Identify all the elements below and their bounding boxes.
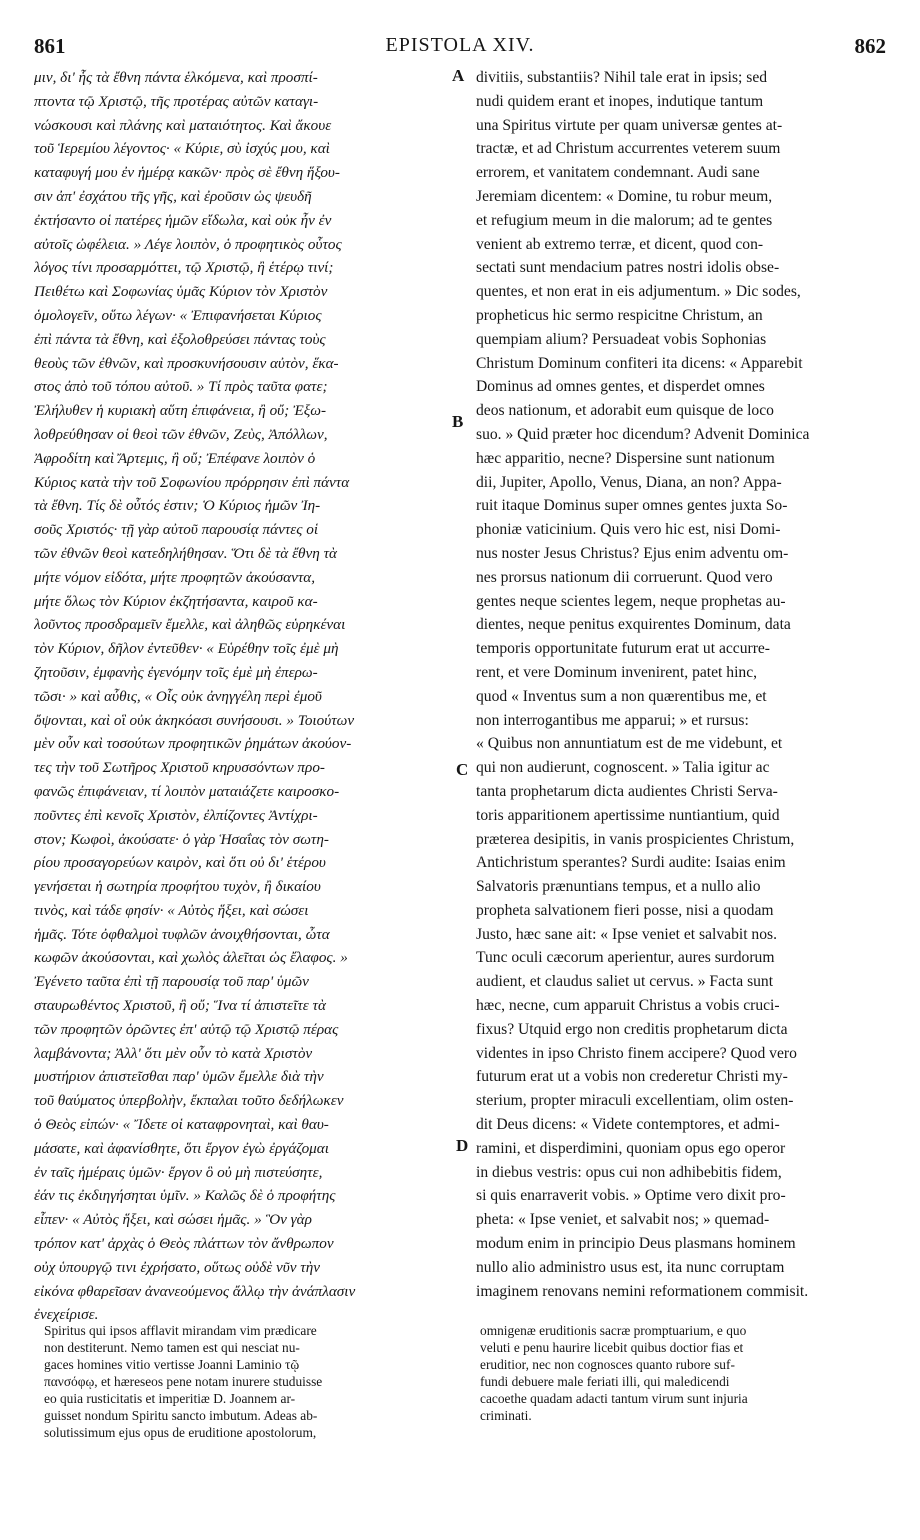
latin-text-line: et refugium meum in die malorum; ad te gentes (476, 211, 773, 229)
footnote-line: cacoethe quadam adacti tantum virum sunt injuria (480, 1391, 748, 1406)
latin-text-line: hæc apparitio, necne? Dispersine sunt nationum (476, 449, 775, 467)
greek-text-line: Ἐλήλυθεν ἡ κυριακὴ αὕτη ἐπιφάνεια, ἢ οὔ; Ἐξω- (34, 402, 327, 420)
latin-text-line: phoniæ vaticinium. Quis vero hic est, nisi Domi- (476, 521, 781, 539)
footnote-line: gaces homines vitio vertisse Joanni Laminio τῷ (44, 1357, 300, 1372)
section-marker-a: A (452, 66, 465, 85)
latin-text-line: nes prorsus nationum dii corruerunt. Quod vero (476, 568, 773, 586)
greek-text-line: μιν, δι' ἧς τὰ ἔθνη πάντα ἑλκόμενα, καὶ προσπί- (34, 69, 318, 86)
latin-text-line: in diebus vestris: opus cui non adhibebitis fidem, (476, 1163, 782, 1181)
latin-text-line: Christum Dominum confiteri ita dicens: « Apparebit (476, 354, 803, 372)
latin-text-line: non interrogantibus me apparui; » et rursus: (476, 711, 749, 729)
footnote-line: guisset nondum Spiritu sancto imbutum. Adeas ab- (44, 1408, 318, 1423)
greek-text-line: Ἐγένετο ταῦτα ἐπὶ τῇ παρουσίᾳ τοῦ παρ' ὑμῶν (34, 973, 309, 991)
latin-text-line: rent, et vere Dominum invenirent, patet hinc, (476, 663, 758, 681)
running-title: EPISTOLA XIV. (385, 34, 535, 56)
page-header (34, 34, 886, 60)
latin-text-line: temporis opportunitate futurum erat ut accurre- (476, 640, 771, 658)
footnote-line: fundi debuere male feriati illi, qui maledicendi (480, 1374, 730, 1389)
latin-text-line: audient, et claudus saliet ut cervus. » Facta sunt (476, 973, 774, 991)
greek-text-line: μήτε νόμον εἰδότα, μήτε προφητῶν ἀκούσαντα, (34, 568, 316, 586)
latin-text-line: pheta: « Ipse veniet, et salvabit nos; » quemad- (476, 1211, 770, 1229)
greek-text-line: τρόπον κατ' ἀρχὰς ὁ Θεὸς πλάττων τὸν ἄνθρωπον (34, 1235, 334, 1253)
latin-text-line: si quis enarraverit vobis. » Optime vero dixit pro- (476, 1187, 786, 1205)
latin-text-line: nudi quidem erant et inopes, indutique tantum (476, 92, 764, 110)
latin-text-line: divitiis, substantiis? Nihil tale erat in ipsis; sed (476, 69, 768, 86)
greek-column (34, 66, 444, 1327)
greek-text-line: στος ἀπὸ τοῦ τόπου αὐτοῦ. » Τί πρὸς ταῦτα φατε; (34, 378, 328, 396)
footnote-line: Spiritus qui ipsos afflavit mirandam vim prædicare (44, 1323, 317, 1338)
latin-text-line: imaginem renovans nemini reformationem commisit. (476, 1282, 809, 1300)
latin-text-line: futurum erat ut a vobis non crederetur Christi my- (476, 1068, 788, 1086)
section-marker-c: C (456, 760, 469, 779)
greek-text-line: ἐνεχείρισε. (34, 1306, 99, 1324)
latin-text-line: quod « Inventus sum a non quærentibus me, et (476, 687, 767, 705)
greek-text-line: λοθρεύθησαν οἱ θεοὶ τῶν ἐθνῶν, Ζεὺς, Ἀπόλλων, (34, 425, 328, 443)
greek-text-line: οὐχ ὑπουργῷ τινι ἐχρήσατο, οὕτως οὐδὲ νῦν τὴν (34, 1258, 321, 1276)
latin-text-line: Dominus ad omnes gentes, et disperdet omnes (476, 378, 765, 396)
greek-text-line: φανῶς ἐπιφάνειαν, τί λοιπὸν ματαιάζετε καιροσκο- (34, 782, 340, 800)
greek-text-line: τὸν Κύριον, δῆλον ἐντεῦθεν· « Εὑρέθην τοῖς ἐμὲ μὴ (34, 640, 339, 658)
latin-text-line: nus noster Jesus Christus? Ejus enim adventu om- (476, 544, 789, 562)
latin-text-line: quempiam alium? Persuadeat vobis Sophonias (476, 330, 767, 348)
greek-text-line: ἐάν τις ἐκδιηγήσηται ὑμῖν. » Καλῶς δὲ ὁ προφήτης (34, 1187, 336, 1205)
footnote-line: veluti e penu haurire licebit quibus doctior fias et (480, 1340, 744, 1355)
greek-text-line: πτοντα τῷ Χριστῷ, τῆς προτέρας αὐτῶν καταγι- (34, 92, 319, 110)
latin-text-line: sterium, propter miraculi excellentiam, olim osten- (476, 1092, 794, 1110)
footnote-line: solutissimum ejus opus de eruditione apostolorum, (44, 1425, 317, 1440)
footnote-line: eo quia rusticitatis et imperitiæ D. Joannem ar- (44, 1391, 296, 1406)
page-number-right: 862 (854, 34, 886, 58)
latin-text-line: videntes in ipso Christo finem accipere? Quod vero (476, 1044, 797, 1062)
latin-text-line: propheticus hic sermo respicitne Christum, an (476, 306, 763, 324)
footnote-line: πανσόφῳ, et hæreseos pene notam inurere studuisse (44, 1374, 323, 1389)
greek-text-line: τες τὴν τοῦ Σωτῆρος Χριστοῦ κηρυσσόντων προ- (34, 759, 325, 777)
latin-text-line: suo. » Quid præter hoc dicendum? Advenit Dominica (476, 425, 810, 443)
greek-text-line: στον; Κωφοὶ, ἀκούσατε· ὁ γὰρ Ἡσαΐας τὸν σωτη- (34, 830, 329, 848)
latin-text-line: Antichristum sperantes? Surdi audite: Isaias enim (476, 854, 786, 872)
latin-text-line: venient ab extremo terræ, et dicent, quod con- (476, 235, 764, 253)
latin-text-line: qui non audierunt, cognoscent. » Talia igitur ac (476, 759, 770, 777)
latin-text-line: Justo, hæc sane ait: « Ipse veniet et salvabit nos. (476, 925, 777, 943)
greek-text-line: Κύριος κατὰ τὴν τοῦ Σοφωνίου πρόρρησιν ἐπὶ πάντα (34, 473, 350, 491)
latin-text-line: Salvatoris prænuntians tempus, et a nullo alio (476, 878, 761, 896)
greek-text-line: ἡμᾶς. Τότε ὀφθαλμοὶ τυφλῶν ἀνοιχθήσονται, ὦτα (34, 925, 330, 943)
greek-text-line: Πειθέτω καὶ Σοφωνίας ὑμᾶς Κύριον τὸν Χριστὸν (34, 283, 328, 301)
greek-text-line: γενήσεται ἡ σωτηρία προφήτου τυχὸν, ἢ δικαίου (34, 878, 321, 896)
latin-text-line: propheta salvationem fieri posse, nisi a quodam (476, 901, 774, 919)
greek-text-line: ἐπὶ πάντα τὰ ἔθνη, καὶ ἐξολοθρεύσει πάντας τοὺς (34, 330, 326, 348)
footnote-line: criminati. (480, 1408, 532, 1423)
latin-text-line: ramini, et disperdimini, quoniam opus ego operor (476, 1139, 786, 1157)
greek-text-line: μὲν οὖν καὶ τοσούτων προφητικῶν ῥημάτων ἀκούον- (34, 735, 352, 753)
greek-text-line: τῶσι· » καὶ αὖθις, « Οἷς οὐκ ἀνηγγέλη περὶ ἐμοῦ (34, 687, 322, 705)
latin-text-line: gentes neque scientes legem, neque prophetas au- (476, 592, 786, 610)
greek-text-line: εἶπεν· « Αὐτὸς ἥξει, καὶ σώσει ἡμᾶς. » Ὃν γὰρ (34, 1211, 312, 1229)
greek-text-line: αὐτοῖς ὠφέλεια. » Λέγε λοιπὸν, ὁ προφητικὸς οὗτος (34, 235, 342, 253)
greek-text-line: ὁ Θεὸς εἰπών· « Ἴδετε οἱ καταφρονηταὶ, καὶ θαυ- (34, 1116, 329, 1134)
latin-text-line: fixus? Utquid ergo non creditis prophetarum dicta (476, 1020, 788, 1038)
greek-text-line: ὁμολογεῖν, οὕτω λέγων· « Ἐπιφανήσεται Κύριος (34, 306, 322, 324)
latin-text-line: nullo alio administro usus est, ita nunc corruptam (476, 1258, 785, 1276)
latin-text-line: ruit itaque Dominus super omnes gentes juxta So- (476, 497, 788, 515)
greek-text-line: ἐν ταῖς ἡμέραις ὑμῶν· ἔργον ὃ οὐ μὴ πιστεύσητε, (34, 1163, 323, 1181)
latin-text-line: dit Deus dicens: « Videte contemptores, et admi- (476, 1116, 780, 1134)
latin-text-line: Tunc oculi cæcorum aperientur, aures surdorum (476, 949, 775, 967)
latin-text-line: una Spiritus virtute per quam universæ gentes at- (476, 116, 783, 134)
footnote-line: eruditior, nec non cognosces quanto rubore suf- (480, 1357, 735, 1372)
latin-text-line: toris apparitionem apertissime nuntiantium, quid (476, 806, 780, 824)
greek-text-line: κωφῶν ἀκούσονται, καὶ χωλὸς ἁλεῖται ὡς ἔλαφος. » (34, 949, 348, 967)
greek-text-line: λοῦντος προσδραμεῖν ἔμελλε, καὶ ἀληθῶς εὑρηκέναι (34, 616, 346, 634)
latin-text-line: dii, Jupiter, Apollo, Venus, Diana, an non? Appa- (476, 473, 782, 491)
greek-text-line: μάσατε, καὶ ἀφανίσθητε, ὅτι ἔργον ἐγὼ ἐργάζομαι (34, 1139, 329, 1157)
page-number-left: 861 (34, 34, 66, 58)
latin-text-line: dientes, neque penitus exquirentes Dominum, data (476, 616, 791, 634)
greek-text-line: ποῦντες ἐπὶ κενοῖς Χριστὸν, ἐλπίζοντες Ἀντίχρι- (34, 806, 318, 824)
greek-text-line: λόγος τίνι προσαρμόττει, τῷ Χριστῷ, ἢ ἑτέρῳ τινί; (34, 259, 334, 277)
footnote-line: omnigenæ eruditionis sacræ promptuarium, e quo (480, 1323, 747, 1338)
footnote-right-column (480, 1322, 888, 1424)
greek-text-line: νώσκουσι καὶ πλάνης καὶ ματαιότητος. Καὶ ἄκουε (34, 116, 332, 134)
greek-text-line: τῶν ἐθνῶν θεοὶ κατεδηλήθησαν. Ὅτι δὲ τὰ ἔθνη τὰ (34, 544, 337, 562)
greek-text-line: ζητοῦσιν, ἐμφανὴς ἐγενόμην τοῖς ἐμὲ μὴ ἐπερω- (34, 663, 318, 681)
greek-text-line: Ἀφροδίτη καὶ Ἄρτεμις, ἢ οὔ; Ἐπέφανε λοιπὸν ὁ (34, 449, 316, 467)
greek-text-line: ἐκτήσαντο οἱ πατέρες ἡμῶν εἴδωλα, καὶ οὐκ ἦν ἐν (34, 211, 332, 229)
latin-text-line: tractæ, et ad Christum accurrentes veterem suum (476, 140, 781, 158)
latin-text-line: quentes, et non erat in eis adjumentum. » Dic sodes, (476, 283, 801, 301)
greek-text-line: τινὸς, καὶ τάδε φησίν· « Αὐτὸς ἥξει, καὶ σώσει (34, 901, 309, 919)
greek-text-line: τὰ ἔθνη. Τίς δὲ οὗτός ἐστιν; Ὁ Κύριος ἡμῶν Ἰη- (34, 497, 321, 515)
greek-text-line: σταυρωθέντος Χριστοῦ, ἢ οὔ; Ἵνα τί ἀπιστεῖτε τὰ (34, 997, 326, 1015)
latin-text-line: modum enim in principio Deus plasmans hominem (476, 1235, 796, 1253)
latin-text-line: tanta prophetarum dicta audientes Christi Serva- (476, 782, 778, 800)
greek-text-line: μυστήριον ἀπιστεῖσθαι παρ' ὑμῶν ἔμελλε διὰ τὴν (34, 1068, 324, 1086)
greek-text-line: εἰκόνα φθαρεῖσαν ἀνανεούμενος ἄλλῳ τὴν ἀνάπλασιν (34, 1282, 356, 1300)
greek-text-line: καταφυγή μου ἐν ἡμέρᾳ κακῶν· πρὸς σὲ ἔθνη ἥξου- (34, 164, 340, 182)
latin-text-line: deos nationum, et adorabit eum quisque de loco (476, 402, 774, 420)
section-marker-d: D (456, 1136, 469, 1155)
greek-text-line: τῶν προφητῶν ὁρῶντες ἐπ' αὐτῷ τῷ Χριστῷ πέρας (34, 1020, 339, 1038)
footnote-left-column (44, 1322, 456, 1441)
latin-text-line: « Quibus non annuntiatum est de me videbunt, et (476, 735, 783, 753)
latin-text-line: sectati sunt mendacium patres nostri idolis obse- (476, 259, 780, 277)
greek-text-line: μήτε ὅλως τὸν Κύριον ἐκζητήσαντα, καιροῦ κα- (34, 592, 318, 610)
footnote-line: non destiterunt. Nemo tamen est qui nesciat nu- (44, 1340, 300, 1355)
latin-text-line: Jeremiam dicentem: « Domine, tu robur meum, (476, 187, 773, 205)
latin-text-line: præterea desipitis, in vanis prospicientes Christum, (476, 830, 795, 848)
greek-text-line: τοῦ θαύματος ὑπερβολὴν, ἔκπαλαι τοῦτο δεδήλωκεν (34, 1092, 344, 1110)
latin-column (476, 66, 888, 1303)
greek-text-line: θεοὺς τῶν ἐθνῶν, καὶ προσκυνήσουσιν αὐτὸν, ἕκα- (34, 354, 339, 372)
greek-text-line: τοῦ Ἱερεμίου λέγοντος· « Κύριε, σὺ ἰσχύς μου, καὶ (34, 140, 330, 158)
greek-text-line: σιν ἀπ' ἐσχάτου τῆς γῆς, καὶ ἐροῦσιν ὡς ψευδῆ (34, 187, 312, 205)
greek-text-line: ρίου προσαγορεύων καιρὸν, καὶ ὅτι οὐ δι' ἑτέρου (34, 854, 326, 872)
greek-text-line: λαμβάνοντα; Ἀλλ' ὅτι μὲν οὖν τὸ κατὰ Χριστὸν (34, 1044, 313, 1062)
latin-text-line: errorem, et vanitatem condemnant. Audi sane (476, 164, 760, 182)
latin-text-line: hæc, necne, cum apparuit Christus a vobis cruci- (476, 997, 780, 1015)
section-marker-b: B (452, 412, 464, 431)
greek-text-line: σοῦς Χριστός· τῇ γὰρ αὐτοῦ παρουσίᾳ πάντες οἱ (34, 521, 319, 539)
greek-text-line: ὄψονται, καὶ οἳ οὐκ ἀκηκόασι συνήσουσι. » Τοιούτων (34, 711, 355, 729)
